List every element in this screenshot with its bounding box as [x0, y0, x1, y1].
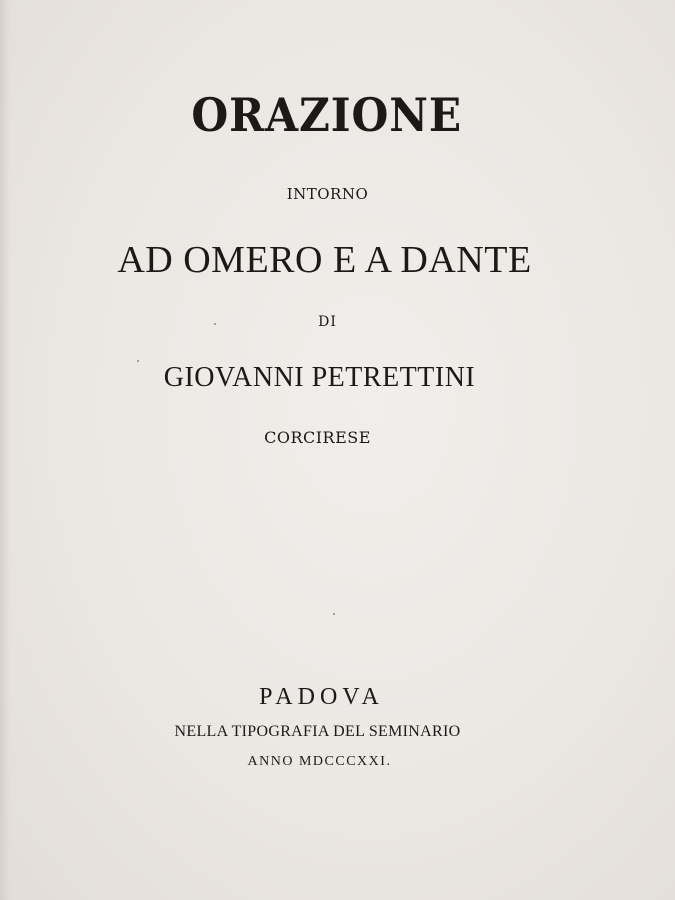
- imprint-year: ANNO MDCCCXXI.: [247, 754, 392, 769]
- paper-speck: [333, 613, 335, 615]
- author-name: GIOVANNI PETRETTINI: [163, 362, 476, 393]
- paper-speck: [137, 360, 139, 362]
- title-connector: INTORNO: [286, 185, 369, 203]
- book-title: ORAZIONE: [191, 88, 463, 142]
- paper-speck: [214, 323, 216, 325]
- book-subtitle: AD OMERO E A DANTE: [117, 239, 532, 281]
- author-origin: CORCIRESE: [264, 428, 371, 447]
- author-preposition: DI: [318, 314, 337, 330]
- imprint-place: PADOVA: [259, 684, 384, 710]
- imprint-printer: NELLA TIPOGRAFIA DEL SEMINARIO: [174, 723, 461, 740]
